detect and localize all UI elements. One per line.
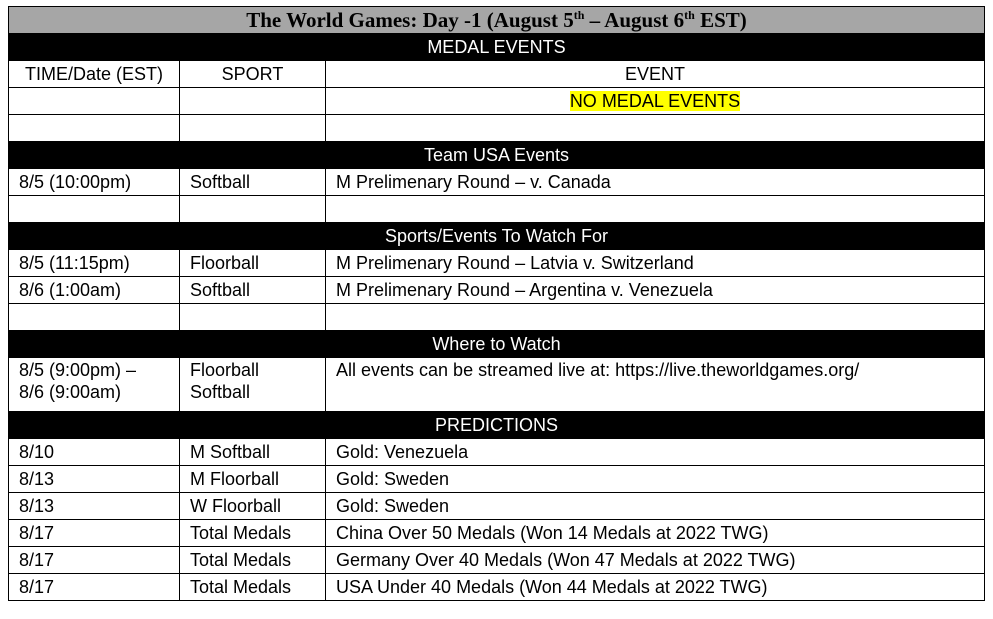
section-medal-events [9,34,985,61]
table-row [9,88,985,115]
prediction-text: China Over 50 Medals (Won 14 Medals at 2022 TWG) [326,520,985,547]
prediction-text: Gold: Sweden [326,466,985,493]
prediction-date: 8/13 [9,493,180,520]
table-row [9,439,985,466]
prediction-date: 8/17 [9,574,180,601]
empty-row [9,196,985,223]
prediction-sport: W Floorball [180,493,326,520]
event-time: 8/5 (9:00pm) – 8/6 (9:00am) [9,358,180,412]
table-row [9,547,985,574]
table-row [9,574,985,601]
table-row [9,520,985,547]
event-sport: Softball [180,169,326,196]
prediction-text: Germany Over 40 Medals (Won 47 Medals at 2022 TWG) [326,547,985,574]
table-row [9,493,985,520]
table-row [9,169,985,196]
section-where-to-watch [9,331,985,358]
prediction-date: 8/17 [9,520,180,547]
prediction-text: Gold: Sweden [326,493,985,520]
column-header-event: EVENT [326,61,985,88]
section-watch-for [9,223,985,250]
prediction-sport: Total Medals [180,520,326,547]
table-row [9,466,985,493]
prediction-sport: M Floorball [180,466,326,493]
prediction-date: 8/10 [9,439,180,466]
section-team-usa [9,142,985,169]
stream-info: All events can be streamed live at: https://live.theworldgames.org/ [326,358,985,412]
section-label: Where to Watch [9,331,985,358]
section-label: MEDAL EVENTS [9,34,985,61]
event-sport: Floorball Softball [180,358,326,412]
schedule-table [8,6,985,601]
event-time: 8/6 (1:00am) [9,277,180,304]
prediction-date: 8/17 [9,547,180,574]
section-label: Team USA Events [9,142,985,169]
section-predictions [9,412,985,439]
empty-row [9,304,985,331]
column-header-sport: SPORT [180,61,326,88]
prediction-sport: Total Medals [180,547,326,574]
table-row [9,277,985,304]
event-time: 8/5 (11:15pm) [9,250,180,277]
event-sport: Softball [180,277,326,304]
empty-row [9,115,985,142]
column-header-row [9,61,985,88]
column-header-time: TIME/Date (EST) [9,61,180,88]
event-time: 8/5 (10:00pm) [9,169,180,196]
section-label: PREDICTIONS [9,412,985,439]
event-sport: Floorball [180,250,326,277]
prediction-sport: Total Medals [180,574,326,601]
table-row [9,358,985,412]
prediction-text: USA Under 40 Medals (Won 44 Medals at 2022 TWG) [326,574,985,601]
event-description: M Prelimenary Round – Argentina v. Venezuela [326,277,985,304]
event-description: M Prelimenary Round – v. Canada [326,169,985,196]
table-row [9,250,985,277]
title-row [9,7,985,34]
prediction-sport: M Softball [180,439,326,466]
prediction-date: 8/13 [9,466,180,493]
section-label: Sports/Events To Watch For [9,223,985,250]
event-description: M Prelimenary Round – Latvia v. Switzerland [326,250,985,277]
page-title: The World Games: Day -1 (August 5th – August 6th EST) [9,7,985,34]
prediction-text: Gold: Venezuela [326,439,985,466]
no-medal-events-note: NO MEDAL EVENTS [569,91,741,111]
